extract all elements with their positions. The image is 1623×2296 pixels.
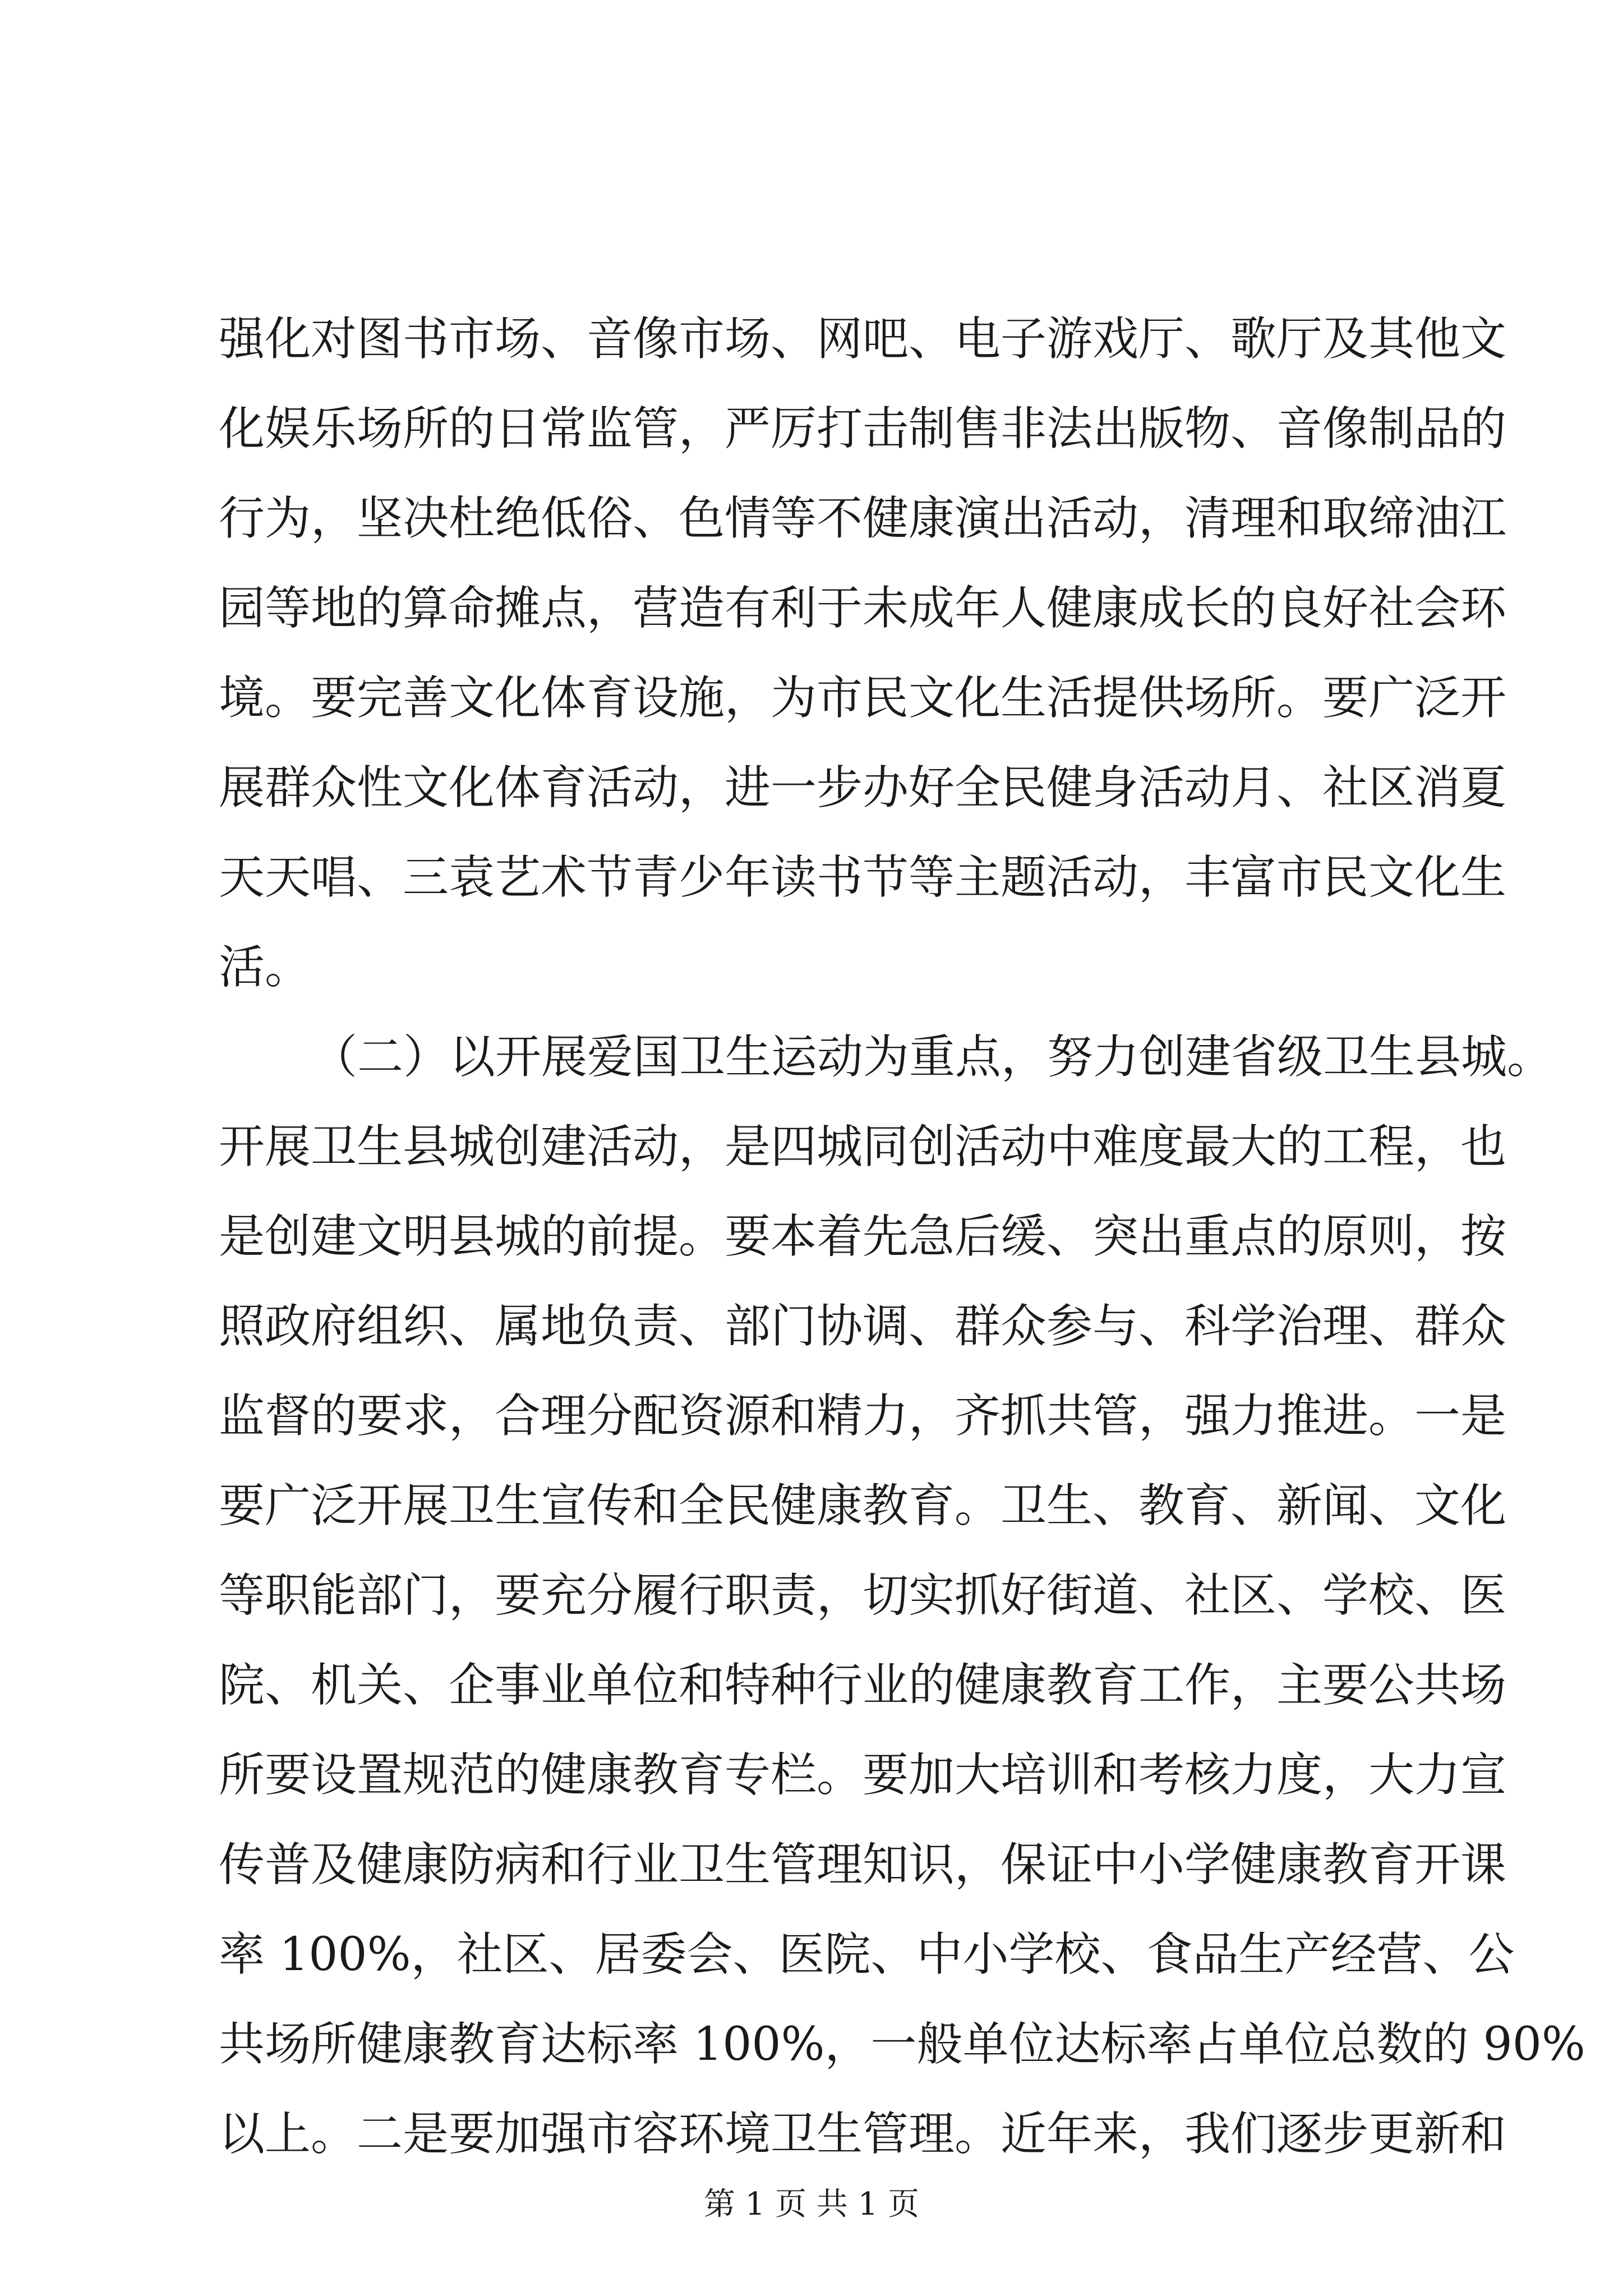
body-text-line: 是创建文明县城的前提。要本着先急后缓、突出重点的原则，按 (219, 1210, 1507, 1263)
body-text-line: 等职能部门，要充分履行职责，切实抓好街道、社区、学校、医 (219, 1569, 1507, 1622)
body-text-line: 院、机关、企事业单位和特种行业的健康教育工作，主要公共场 (219, 1659, 1507, 1712)
body-text-line: 共场所健康教育达标率 100%，一般单位达标率占单位总数的 90% (219, 2018, 1585, 2071)
page-footer: 第 1 页 共 1 页 (703, 2186, 920, 2223)
body-text-line: 开展卫生县城创建活动，是四城同创活动中难度最大的工程，也 (219, 1120, 1507, 1174)
body-text-line: 天天唱、三袁艺术节青少年读书节等主题活动，丰富市民文化生 (219, 851, 1507, 904)
body-text-line: 行为，坚决杜绝低俗、色情等不健康演出活动，清理和取缔油江 (219, 492, 1507, 545)
body-text-line: 率 100%，社区、居委会、医院、中小学校、食品生产经营、公 (219, 1928, 1515, 1981)
body-text-line: 传普及健康防病和行业卫生管理知识，保证中小学健康教育开课 (219, 1838, 1507, 1892)
body-text-line: 照政府组织、属地负责、部门协调、群众参与、科学治理、群众 (219, 1300, 1507, 1353)
body-text-line: 园等地的算命摊点，营造有利于未成年人健康成长的良好社会环 (219, 582, 1507, 635)
body-text-line: 境。要完善文化体育设施，为市民文化生活提供场所。要广泛开 (219, 671, 1507, 725)
body-text-line: 化娱乐场所的日常监管，严厉打击制售非法出版物、音像制品的 (219, 402, 1507, 455)
body-text-line: 监督的要求，合理分配资源和精力，齐抓共管，强力推进。一是 (219, 1389, 1507, 1443)
body-text-line: 强化对图书市场、音像市场、网吧、电子游戏厅、歌厅及其他文 (219, 312, 1507, 366)
body-text-line: 活。 (219, 941, 311, 994)
body-text-line: 所要设置规范的健康教育专栏。要加大培训和考核力度，大力宣 (219, 1749, 1507, 1802)
section-heading-line: （二）以开展爱国卫生运动为重点，努力创建省级卫生县城。 (311, 1030, 1553, 1084)
body-text-line: 展群众性文化体育活动，进一步办好全民健身活动月、社区消夏 (219, 761, 1507, 815)
body-text-line: 要广泛开展卫生宣传和全民健康教育。卫生、教育、新闻、文化 (219, 1479, 1507, 1533)
body-text-line: 以上。二是要加强市容环境卫生管理。近年来，我们逐步更新和 (219, 2108, 1507, 2161)
